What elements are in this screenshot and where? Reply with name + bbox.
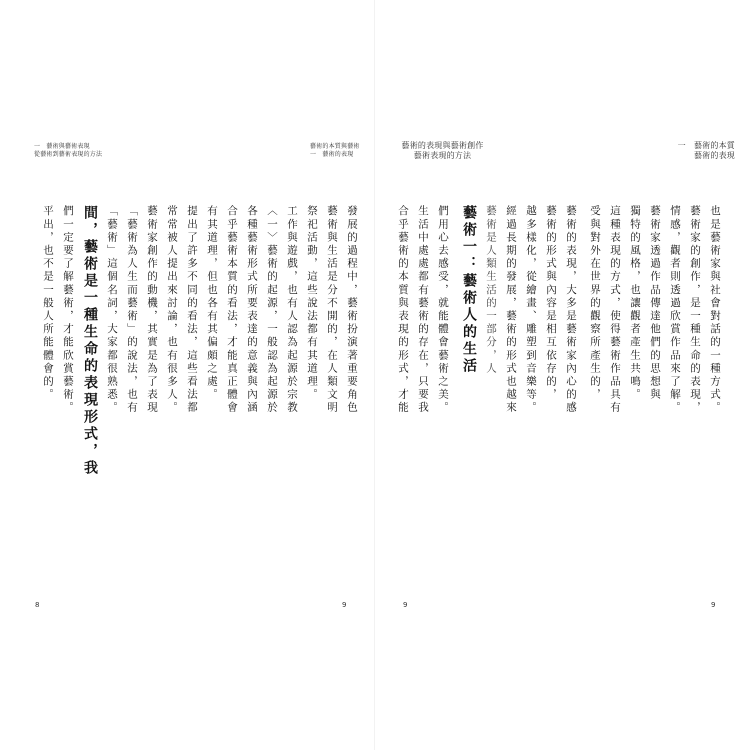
page-number: 9 xyxy=(711,601,716,609)
text-column: 發展的過程中，藝術扮演著重要角色 xyxy=(346,205,358,415)
header-line: 藝術表現的方法 xyxy=(413,151,472,160)
text-column: 各種藝術形式所要表達的意義與內涵 xyxy=(246,205,258,415)
header-line: 一 藝術的本質 xyxy=(677,141,735,150)
right-page xyxy=(375,0,750,750)
text-column: 生活中處處都有藝術的存在，只要我 xyxy=(417,205,429,415)
text-column: 「藝術」這個名詞，大家都很熟悉。 xyxy=(106,205,118,415)
section-title: 藝術一：藝術人的生活 xyxy=(461,205,477,375)
text-column: 藝術是人類生活的一部分，人 xyxy=(485,205,497,376)
text-column: 提出了許多不同的看法，這些看法都 xyxy=(186,205,198,415)
header-line: 藝術的本質與藝術 xyxy=(310,143,360,150)
header-line: 藝術的表現與藝術創作 xyxy=(401,141,484,150)
text-column: 藝術的表現，大多是藝術家內心的感 xyxy=(565,205,577,415)
text-column: 工作與遊戲，也有人認為起源於宗教 xyxy=(286,205,298,415)
right-page-header-right xyxy=(675,141,735,161)
text-column: 「藝術為人生而藝術」的說法，也有 xyxy=(126,205,138,415)
header-line: 一 藝術與藝術表現 xyxy=(34,143,90,150)
text-column: 們一定要了解藝術，才能欣賞藝術。 xyxy=(62,205,74,415)
text-column: 越多樣化，從繪畫、雕塑到音樂等。 xyxy=(525,205,537,415)
page-number: 9 xyxy=(403,601,408,609)
section-title: 間，藝術是一種生命的表現形式，我 xyxy=(82,205,98,477)
text-column: 合乎藝術的本質與表現的形式，才能 xyxy=(397,205,409,415)
text-column: 合乎藝術本質的看法，才能真正體會 xyxy=(226,205,238,415)
left-page-header-left xyxy=(34,143,102,159)
text-column: 常常被人提出來討論，也有很多人。 xyxy=(166,205,178,415)
header-line: 從藝術到藝術表現的方法 xyxy=(34,151,103,158)
text-column: 祭祀活動，這些說法都有其道理。 xyxy=(306,205,318,402)
text-column: 情感，觀者則透過欣賞作品來了解。 xyxy=(669,205,681,415)
page-number: 8 xyxy=(35,601,40,609)
text-column: 受與對外在世界的觀察所產生的， xyxy=(589,205,601,402)
text-column: 平出，也不是一般人所能體會的。 xyxy=(42,205,54,402)
text-column: 獨特的風格，也讓觀者產生共鳴。 xyxy=(629,205,641,402)
text-column: 也是藝術家與社會對話的一種方式。 xyxy=(709,205,721,415)
right-page-header-left xyxy=(395,141,490,161)
header-line: 藝術的表現 xyxy=(694,151,735,160)
page-number: 9 xyxy=(342,601,347,609)
text-column: 藝術家的創作，是一種生命的表現， xyxy=(689,205,701,415)
text-column: 有其道理，但也各有其偏頗之處。 xyxy=(206,205,218,402)
text-column: 們用心去感受，就能體會藝術之美。 xyxy=(437,205,449,415)
text-column: 這種表現的方式，使得藝術作品具有 xyxy=(609,205,621,415)
text-column: 〈一〉藝術的起源，一般認為起源於 xyxy=(266,205,278,415)
text-column: 藝術家透過作品傳達他們的思想與 xyxy=(649,205,661,402)
text-column: 藝術的形式與內容是相互依存的， xyxy=(545,205,557,402)
text-column: 經過長期的發展，藝術的形式也越來 xyxy=(505,205,517,415)
header-line: 一 藝術的表現 xyxy=(310,151,354,158)
text-column: 藝術與生活是分不開的，在人類文明 xyxy=(326,205,338,415)
left-page-header-right xyxy=(310,143,360,159)
text-column: 藝術家創作的動機，其實是為了表現 xyxy=(146,205,158,415)
